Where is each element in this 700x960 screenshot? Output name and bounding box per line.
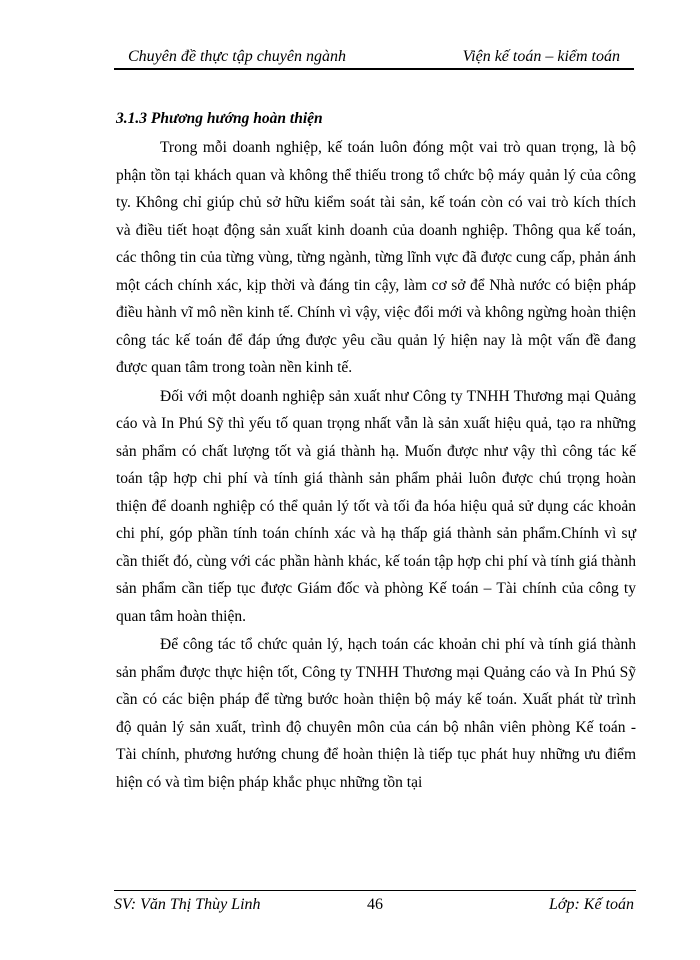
page-content: [116, 110, 636, 796]
section-title: 3.1.3 Phương hướng hoàn thiện: [116, 110, 323, 127]
paragraph-3: Để công tác tổ chức quản lý, hạch toán các khoản chi phí và tính giá thành sản phẩm được thực hiện tốt, Công ty TNHH Thương mại Quảng cáo và In Phú Sỹ cần có các biện pháp để từng bước hoàn thiện bộ máy kế toán. Xuất phát từ trình độ quản lý sản xuất, trình độ chuyên môn của cán bộ nhân viên phòng Kế toán - Tài chính, phương hướng chung để hoàn thiện là tiếp tục phát huy những ưu điểm hiện có và tìm biện pháp khắc phục những tồn tại: [116, 636, 636, 791]
footer-student-name: SV: Văn Thị Thùy Linh: [114, 896, 261, 913]
paragraph-1: Trong mỗi doanh nghiệp, kế toán luôn đóng một vai trò quan trọng, là bộ phận tồn tại khách quan và không thể thiếu trong tổ chức bộ máy quản lý của công ty. Không chỉ giúp chủ sở hữu kiểm soát tài sản, kế toán còn có vai trò kích thích và điều tiết hoạt động sản xuất kinh doanh của doanh nghiệp. Thông qua kế toán, các thông tin của từng vùng, từng ngành, từng lĩnh vực đã được cung cấp, phản ánh một cách chính xác, kịp thời và đáng tin cậy, làm cơ sở để Nhà nước có biện pháp điều hành vĩ mô nền kinh tế. Chính vì vậy, việc đổi mới và không ngừng hoàn thiện công tác kế toán để đáp ứng được yêu cầu quản lý hiện nay là một vấn đề đang được quan tâm trong toàn nền kinh tế.: [116, 139, 636, 376]
footer-page-number: 46: [367, 896, 383, 913]
page-footer: [114, 890, 636, 917]
page-header: [114, 44, 634, 70]
paragraph-2: Đối với một doanh nghiệp sản xuất như Công ty TNHH Thương mại Quảng cáo và In Phú Sỹ thì yếu tố quan trọng nhất vẫn là sản xuất hiệu quả, tạo ra những sản phẩm có chất lượng tốt và giá thành hạ. Muốn được như vậy thì công tác kế toán tập hợp chi phí và tính giá thành sản phẩm phải luôn được chú trọng hoàn thiện để doanh nghiệp có thể quản lý tốt và tối đa hóa hiệu quả sử dụng các khoản chi phí, góp phần tính toán chính xác và hạ thấp giá thành sản phẩm.Chính vì sự cần thiết đó, cùng với các phần hành khác, kế toán tập hợp chi phí và tính giá thành sản phẩm cần tiếp tục được Giám đốc và phòng Kế toán – Tài chính của công ty quan tâm hoàn thiện.: [116, 387, 636, 625]
header-institute: Viện kế toán – kiểm toán: [462, 48, 620, 65]
footer-class: Lớp: Kế toán: [549, 896, 634, 913]
header-document-type: Chuyên đề thực tập chuyên ngành: [128, 48, 346, 65]
